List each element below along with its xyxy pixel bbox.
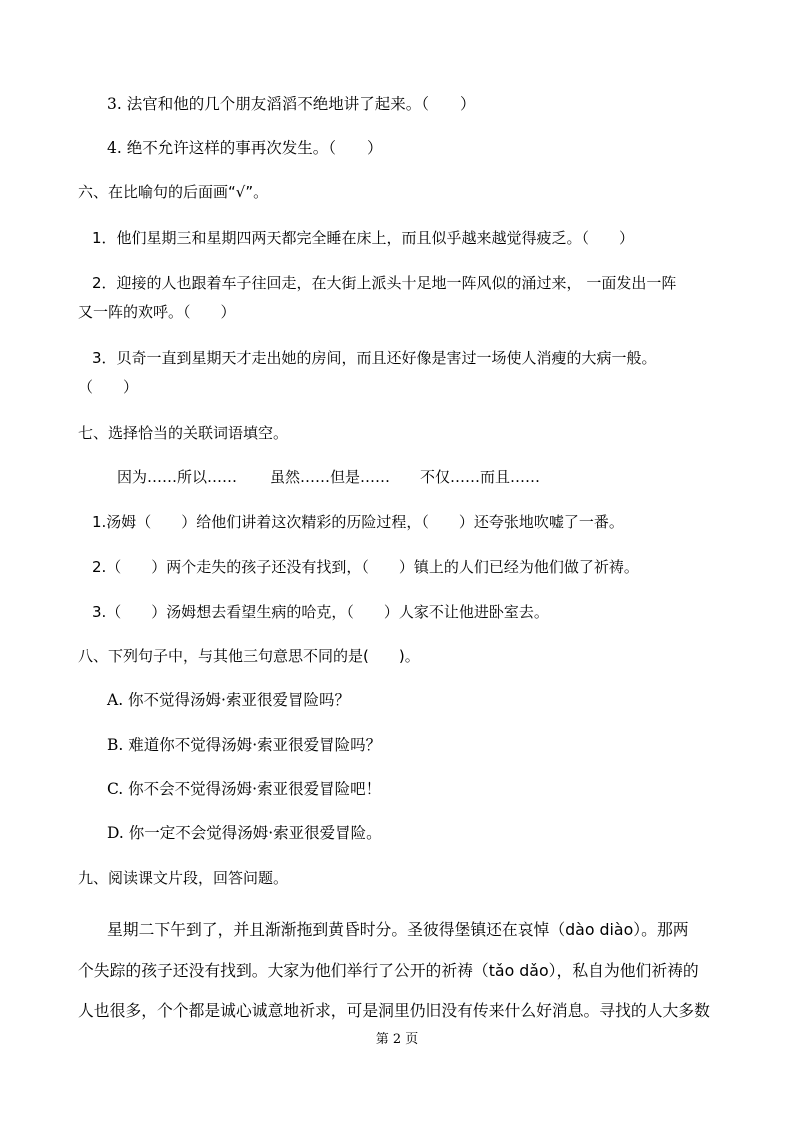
- question-6-1: 1．他们星期三和星期四两天都完全睡在床上，而且似乎越来越觉得疲乏。（ ）: [92, 229, 635, 247]
- question-5-4: 4. 绝不允许这样的事再次发生。（ ）: [107, 139, 383, 157]
- passage-line-3: 人也很多，个个都是诚心诚意地祈求，可是洞里仍旧没有传来什么好消息。寻找的人大多数: [78, 1001, 710, 1020]
- question-6-2-line2: 又一阵的欢呼。（ ）: [78, 303, 236, 321]
- option-2: 虽然……但是……: [270, 468, 391, 486]
- section-6-heading: 六、在比喻句的后面画“√”。: [78, 183, 269, 201]
- section-8-heading: 八、下列句子中，与其他三句意思不同的是( )。: [78, 647, 420, 665]
- question-7-3: 3.（ ）汤姆想去看望生病的哈克，（ ）人家不让他进卧室去。: [92, 603, 549, 621]
- question-7-2: 2.（ ）两个走失的孩子还没有找到，（ ）镇上的人们已经为他们做了祈祷。: [92, 558, 639, 576]
- choice-d: D. 你一定不会觉得汤姆·索亚很爱冒险。: [107, 824, 382, 842]
- section-7-heading: 七、选择恰当的关联词语填空。: [78, 424, 289, 442]
- section-9-heading: 九、阅读课文片段，回答问题。: [78, 869, 289, 887]
- question-6-3-line2: （ ）: [78, 378, 139, 396]
- question-5-3: 3. 法官和他的几个朋友滔滔不绝地讲了起来。（ ）: [107, 95, 476, 113]
- question-7-1: 1.汤姆（ ）给他们讲着这次精彩的历险过程，（ ）还夸张地吹嘘了一番。: [92, 513, 624, 531]
- choice-a: A. 你不觉得汤姆·索亚很爱冒险吗？: [107, 691, 350, 709]
- choice-c: C. 你不会不觉得汤姆·索亚很爱冒险吧！: [107, 780, 382, 798]
- passage-line-2: 个失踪的孩子还没有找到。大家为他们举行了公开的祈祷（tǎo dǎo），私自为他们祈祷的: [78, 961, 699, 980]
- page-number: 第 2 页: [375, 1032, 419, 1047]
- passage-line-1: 星期二下午到了，并且渐渐拖到黄昏时分。圣彼得堡镇还在哀悼（dào diào）。那两: [107, 920, 689, 939]
- option-1: 因为……所以……: [117, 468, 238, 486]
- choice-b: B. 难道你不觉得汤姆·索亚很爱冒险吗？: [107, 736, 382, 754]
- question-6-3-line1: 3．贝奇一直到星期天才走出她的房间，而且还好像是害过一场使人消瘦的大病一般。: [92, 349, 657, 367]
- question-6-2-line1: 2．迎接的人也跟着车子往回走，在大街上派头十足地一阵风似的涌过来， 一面发出一阵: [92, 274, 677, 292]
- option-3: 不仅……而且……: [420, 468, 541, 486]
